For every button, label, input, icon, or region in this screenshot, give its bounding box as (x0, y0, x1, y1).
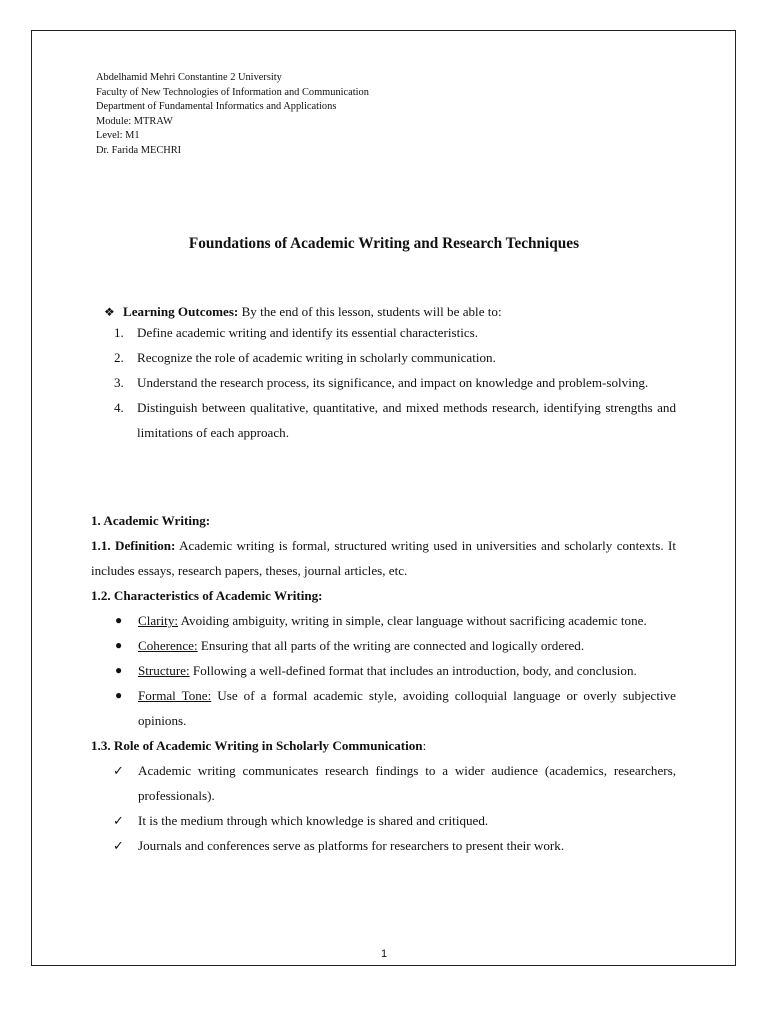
list-item (91, 833, 676, 858)
section-academic-writing (91, 508, 676, 858)
document-title: Foundations of Academic Writing and Research Techniques (188, 235, 580, 252)
characteristic-term: Clarity: (138, 613, 179, 628)
role-heading-colon: : (422, 738, 427, 753)
characteristic-text: Ensuring that all parts of the writing are connected and logically ordered. (197, 638, 585, 653)
learning-outcomes (104, 304, 676, 445)
list-item (91, 758, 676, 808)
role-heading-line (91, 733, 676, 758)
header-faculty: Faculty of New Technologies of Information and Communication (96, 86, 369, 98)
header-instructor: Dr. Farida MECHRI (96, 144, 182, 156)
checkmark-icon: ✓ (113, 763, 124, 778)
characteristic-term: Structure: (138, 663, 190, 678)
list-item (91, 608, 676, 633)
list-item (104, 320, 676, 345)
characteristic-text: Following a well-defined format that includes an introduction, body, and conclusion. (189, 663, 637, 678)
characteristic-text: Avoiding ambiguity, writing in simple, clear language without sacrificing academic tone. (178, 613, 647, 628)
characteristic-term: Coherence: (138, 638, 198, 653)
learning-outcomes-heading (104, 304, 676, 320)
role-text: Academic writing communicates research findings to a wider audience (academics, researchers, professionals). (138, 763, 676, 803)
role-text: It is the medium through which knowledge is shared and critiqued. (138, 813, 489, 828)
list-item-number: 4. (114, 400, 124, 415)
list-item (104, 370, 676, 395)
list-item-number: 2. (114, 350, 124, 365)
header-university: Abdelhamid Mehri Constantine 2 University (96, 72, 282, 83)
list-item (91, 633, 676, 658)
document-header (96, 71, 369, 159)
characteristic-term: Formal Tone: (138, 688, 212, 703)
page-number: 1 (380, 948, 388, 960)
list-item-text: Understand the research process, its significance, and impact on knowledge and problem-solving. (137, 375, 649, 390)
learning-outcomes-label: Learning Outcomes: (123, 304, 239, 319)
list-item-text: Define academic writing and identify its essential characteristics. (137, 325, 479, 340)
list-item-number: 3. (114, 375, 124, 390)
definition-paragraph (91, 533, 676, 583)
list-item (91, 658, 676, 683)
list-item (104, 345, 676, 370)
characteristics-heading: 1.2. Characteristics of Academic Writing: (91, 588, 323, 603)
section-heading: 1. Academic Writing: (91, 513, 211, 528)
learning-outcomes-list (104, 320, 676, 445)
bullet-dot-icon: ● (115, 613, 123, 627)
definition-label: 1.1. Definition: (91, 538, 176, 553)
definition-text: Academic writing is formal, structured writing used in universities and scholarly contexts. It includes essays, research papers, theses, journal articles, etc. (91, 538, 676, 578)
list-item-number: 1. (114, 325, 124, 340)
header-department: Department of Fundamental Informatics and Applications (96, 101, 337, 113)
list-item (91, 808, 676, 833)
list-item (104, 395, 676, 445)
list-item (91, 683, 676, 733)
characteristic-text: Use of a formal academic style, avoiding colloquial language or overly subjective opinions. (138, 688, 676, 728)
bullet-dot-icon: ● (115, 638, 123, 652)
diamond-bullet-icon: ❖ (104, 305, 115, 319)
bullet-dot-icon: ● (115, 663, 123, 677)
header-module: Module: MTRAW (96, 115, 173, 127)
role-heading: 1.3. Role of Academic Writing in Scholarly Communication (91, 738, 423, 753)
checkmark-icon: ✓ (113, 838, 124, 853)
role-text: Journals and conferences serve as platforms for researchers to present their work. (138, 838, 565, 853)
list-item-text: Distinguish between qualitative, quantitative, and mixed methods research, identifying strengths and limitations of each approach. (137, 400, 676, 440)
header-level: Level: M1 (96, 130, 140, 142)
learning-outcomes-intro: By the end of this lesson, students will be able to: (238, 304, 502, 319)
characteristics-list (91, 608, 676, 733)
roles-list (91, 758, 676, 858)
list-item-text: Recognize the role of academic writing in scholarly communication. (137, 350, 496, 365)
bullet-dot-icon: ● (115, 688, 123, 702)
checkmark-icon: ✓ (113, 813, 124, 828)
